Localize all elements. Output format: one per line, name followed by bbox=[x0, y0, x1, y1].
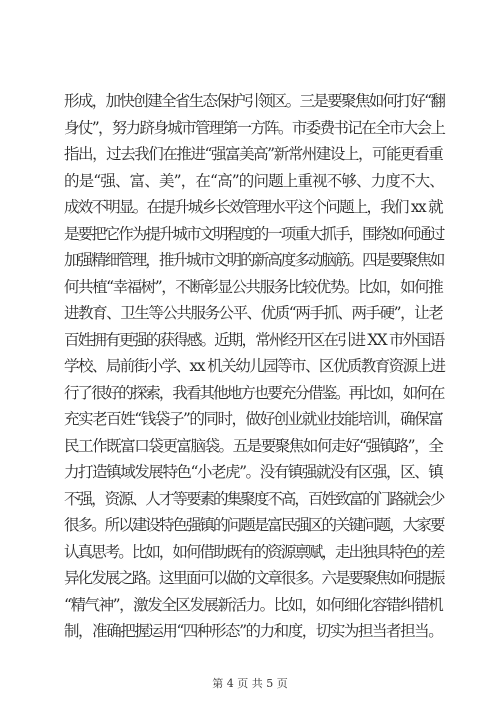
text-line: 的是“强、富、美”，在“高”的问题上重视不够、力度不大、 bbox=[64, 171, 444, 190]
text-line: 身仗”，努力跻身城市管理第一方阵。市委费书记在全市大会上 bbox=[64, 118, 445, 137]
text-line: 百姓拥有更强的获得感。近期，常州经开区在引进 XX 市外国语 bbox=[64, 330, 444, 349]
page-number-footer: 第 4 页 共 5 页 bbox=[212, 677, 288, 690]
text-line: 何共植“幸福树”，不断彰显公共服务比较优势。比如，如何推 bbox=[64, 277, 443, 296]
text-line: 学校、局前街小学、xx 机关幼儿园等市、区优质教育资源上进 bbox=[64, 357, 445, 375]
text-line: 是要把它作为提升城市文明程度的一项重大抓手，围绕如何通过 bbox=[64, 224, 444, 243]
text-line: 不强，资源、人才等要素的集聚度不高，百姓致富的门路就会少 bbox=[64, 489, 444, 508]
text-line: “精气神”，激发全区发展新活力。比如，如何细化容错纠错机 bbox=[64, 595, 443, 614]
text-line: 加强精细管理，推升城市文明的新高度多动脑筋。四是要聚焦如 bbox=[64, 251, 444, 269]
body-text bbox=[64, 88, 444, 645]
text-line: 行了很好的探索，我看其他地方也要充分借鉴。再比如，如何在 bbox=[64, 383, 444, 402]
text-line: 异化发展之路。这里面可以做的文章很多。六是要聚焦如何提振 bbox=[64, 569, 444, 587]
text-line: 充实老百姓“钱袋子”的同时，做好创业就业技能培训，确保富 bbox=[64, 410, 443, 428]
text-line: 民工作既富口袋更富脑袋。五是要聚焦如何走好“强镇路”，全 bbox=[64, 436, 443, 455]
text-line: 进教育、卫生等公共服务公平、优质“两手抓、两手硬”，让老 bbox=[64, 304, 443, 322]
text-line: 成效不明显。在提升城乡长效管理水平这个问题上，我们 xx 就 bbox=[64, 198, 442, 216]
text-line: 认真思考。比如，如何借助既有的资源禀赋，走出独具特色的差 bbox=[64, 542, 444, 561]
text-line: 很多。所以建设特色强镇的问题是富民强区的关键问题，大家要 bbox=[64, 516, 444, 534]
text-line: 制，准确把握运用“四种形态”的力和度，切实为担当者担当。 bbox=[64, 622, 443, 640]
text-line: 形成，加快创建全省生态保护引领区。三是要聚焦如何打好“翻 bbox=[64, 92, 445, 110]
text-line: 指出，过去我们在推进“强富美高”新常州建设上，可能更看重 bbox=[64, 145, 443, 163]
text-line: 力打造镇域发展特色“小老虎”。没有镇强就没有区强，区、镇 bbox=[64, 463, 443, 481]
